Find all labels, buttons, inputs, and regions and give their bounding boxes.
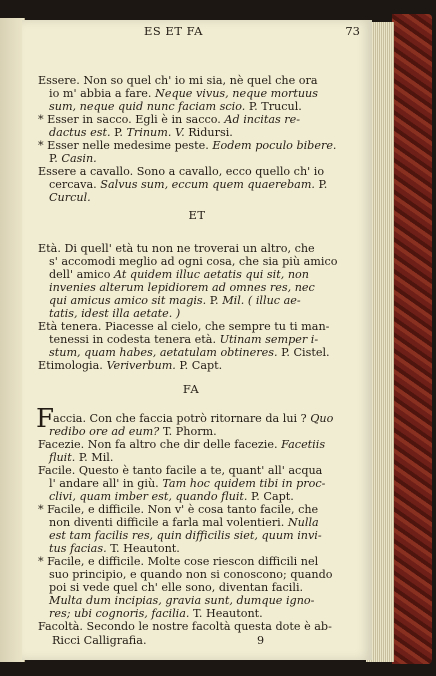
text-line: tenessi in codesta tenera età. Utinam semper i- (49, 333, 319, 346)
text-line: fluit. P. Mil. (49, 451, 114, 464)
section-heading-fa: FA (182, 382, 200, 396)
running-header (22, 24, 372, 38)
text-line: Essere a cavallo. Sono a cavallo, ecco quello ch' io (38, 165, 325, 178)
text-line: Multa dum incipias, gravia sunt, dumque igno- (49, 594, 315, 607)
text-line: Età. Di quell' età tu non ne troverai un altro, che (38, 242, 315, 255)
text-line: stum, quam habes, aetatulam obtineres. P. Cistel. (49, 346, 330, 359)
text-line: * Facile, e difficile. Molte cose riescon difficili nel (38, 555, 319, 568)
text-line: Essere. Non so quel ch' io mi sia, nè quel che ora (38, 74, 318, 87)
text-line: io m' abbia a fare. Neque vivus, neque mortuus (49, 87, 318, 100)
text-line: l' andare all' in giù. Tam hoc quidem tibi in proc- (49, 477, 326, 490)
text-line: cercava. Salvus sum, eccum quem quaerebam. P. (49, 178, 328, 191)
text-line: Facoltà. Secondo le nostre facoltà questa dote è ab- (38, 620, 332, 633)
text-line: * Facile, e difficile. Non v' è cosa tanto facile, che (38, 503, 319, 516)
text-line: P. Casin. (49, 152, 97, 165)
text-line: clivi, quam imber est, quando fluit. P. Capt. (49, 490, 294, 503)
page-number: 73 (345, 24, 360, 38)
signature-number: 9 (257, 634, 265, 647)
marbled-cover (392, 14, 432, 664)
text-line: Curcul. (49, 191, 91, 204)
text-line: poi si vede quel ch' elle sono, diventan facili. (49, 581, 304, 594)
book-page (22, 20, 372, 660)
text-line: est tam facilis res, quin difficilis siet, quum invi- (49, 529, 322, 542)
text-line: Età tenera. Piacesse al cielo, che sempre tu ti man- (38, 320, 330, 333)
text-line: suo principio, e quando non si conoscono; quando (49, 568, 333, 581)
text-line: non diventi difficile a farla mal volentieri. Nulla (49, 516, 319, 529)
drop-cap: F (36, 404, 55, 434)
text-line: Etimologia. Veriverbum. P. Capt. (38, 359, 223, 372)
section-heading-et: ET (188, 208, 206, 222)
text-line: * Esser in sacco. Egli è in sacco. Ad incitas re- (38, 113, 301, 126)
text-line: accia. Con che faccia potrò ritornare da lui ? Quo (53, 412, 334, 425)
text-line: s' accomodi meglio ad ogni cosa, che sia più amico (49, 255, 338, 268)
text-line: tus facias. T. Heautont. (49, 542, 180, 555)
text-line: redibo ore ad eum? T. Phorm. (49, 425, 217, 438)
text-line: res; ubi cognoris, facilia. T. Heautont. (49, 607, 263, 620)
text-line: qui amicus amico sit magis. P. Mil. ( illuc ae- (49, 294, 301, 307)
header-title: ES ET FA (144, 24, 203, 38)
printer-signature: Ricci Calligrafia. (52, 634, 147, 647)
text-line: Facezie. Non fa altro che dir delle facezie. Facetiis (38, 438, 326, 451)
text-line: sum, neque quid nunc faciam scio. P. Trucul. (49, 100, 302, 113)
text-line: invenies alterum lepidiorem ad omnes res, nec (49, 281, 315, 294)
text-line: Facile. Questo è tanto facile a te, quant' all' acqua (38, 464, 323, 477)
text-line: dactus est. P. Trinum. V. Ridursi. (49, 126, 233, 139)
text-line: dell' amico At quidem illuc aetatis qui sit, non (49, 268, 309, 281)
text-line: * Esser nelle medesime peste. Eodem poculo bibere. (38, 139, 337, 152)
text-line: tatis, idest illa aetate. ) (49, 307, 181, 320)
